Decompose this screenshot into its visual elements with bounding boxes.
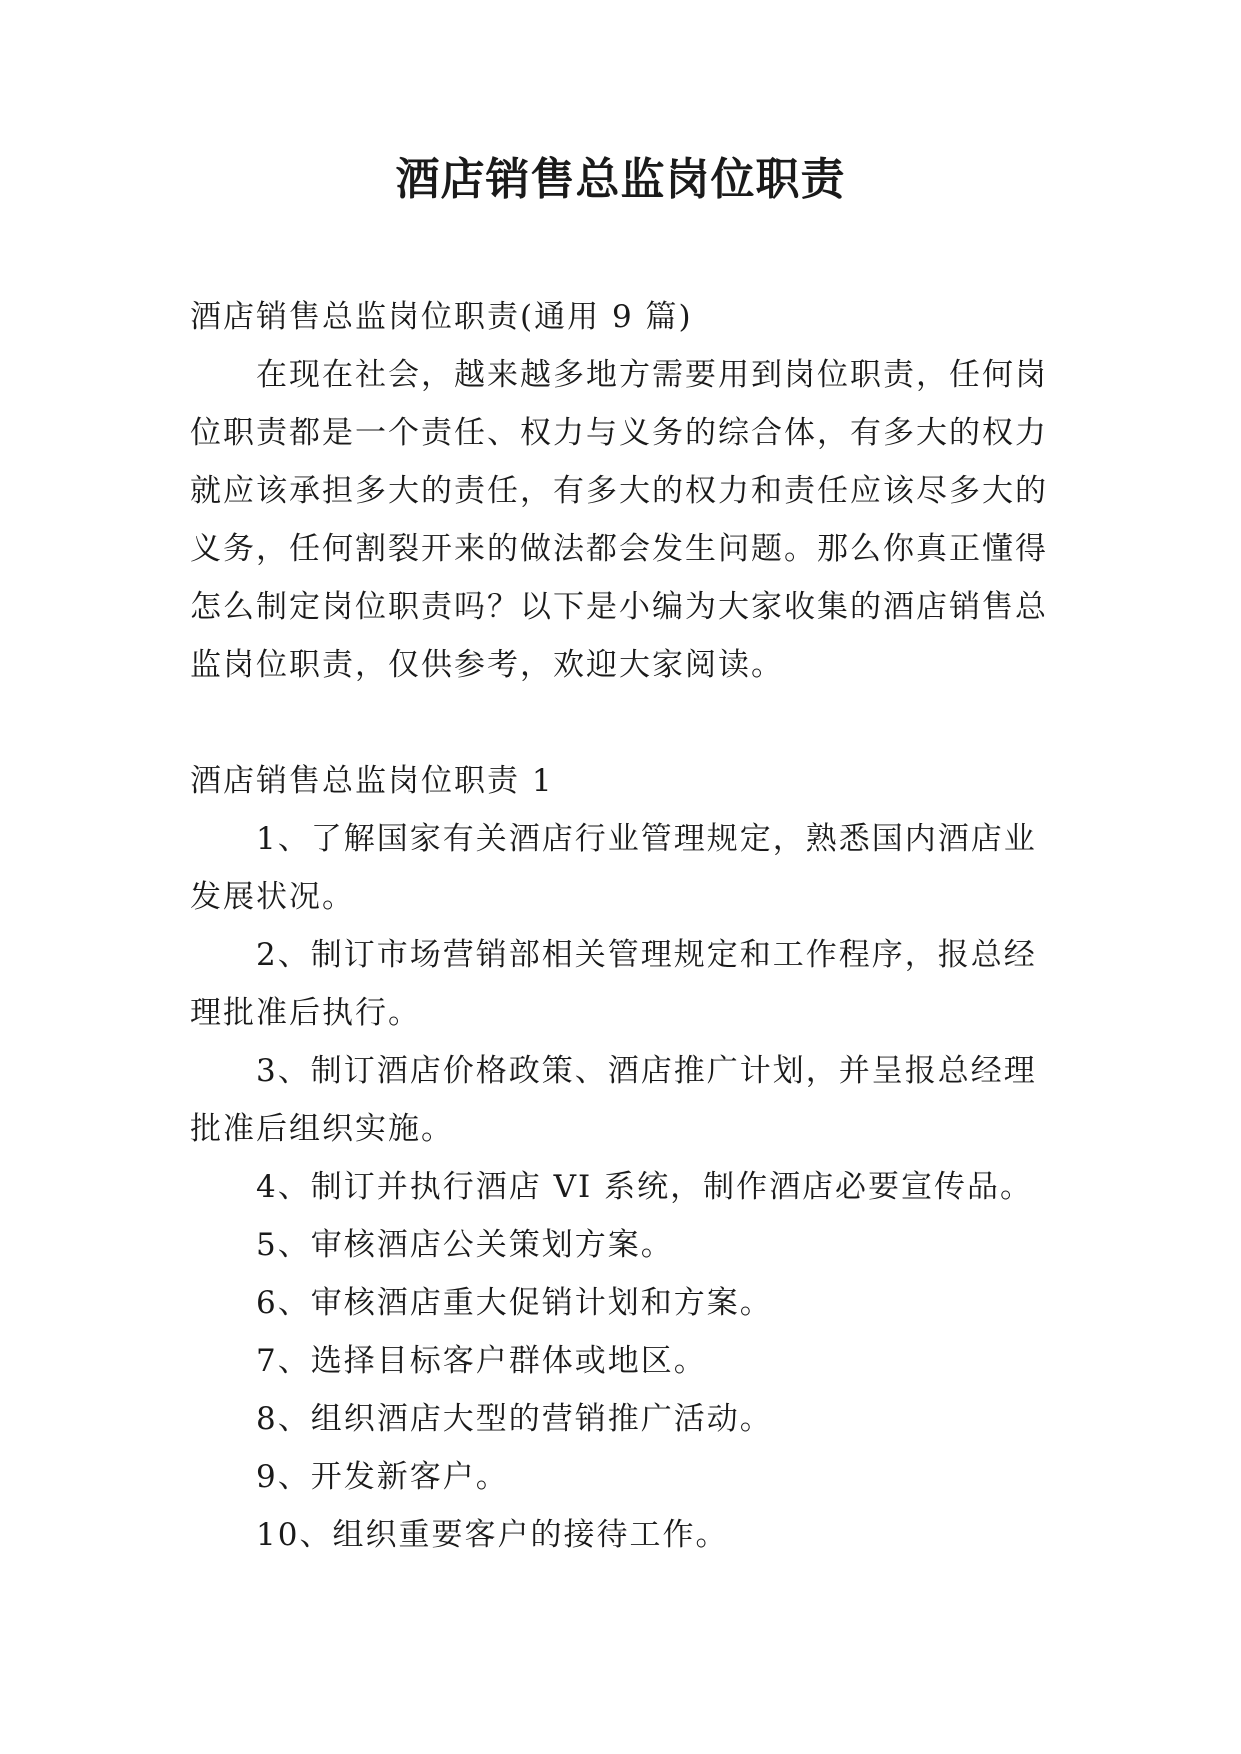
intro-paragraph: 在现在社会，越来越多地方需要用到岗位职责，任何岗位职责都是一个责任、权力与义务的综合体，有多大的权力就应该承担多大的责任，有多大的权力和责任应该尽多大的义务，任何割裂开来的做法都会发生问题。那么你真正懂得怎么制定岗位职责吗？以下是小编为大家收集的酒店销售总监岗位职责，仅供参考，欢迎大家阅读。 [190, 357, 1048, 683]
duty-item: 8、组织酒店大型的营销推广活动。 [256, 1401, 773, 1437]
duties-list [190, 810, 1052, 1564]
duty-item: 10、组织重要客户的接待工作。 [256, 1517, 729, 1553]
duty-item: 7、选择目标客户群体或地区。 [256, 1343, 707, 1379]
section-heading: 酒店销售总监岗位职责 1 [190, 763, 554, 799]
duty-item: 2、制订市场营销部相关管理规定和工作程序，报总经理批准后执行。 [190, 937, 1037, 1031]
document-title: 酒店销售总监岗位职责 [395, 154, 846, 205]
duty-item: 5、审核酒店公关策划方案。 [256, 1227, 674, 1263]
document-subtitle: 酒店销售总监岗位职责(通用 9 篇) [190, 299, 693, 335]
duty-item: 4、制订并执行酒店 VI 系统，制作酒店必要宣传品。 [256, 1169, 1034, 1205]
duty-item: 1、了解国家有关酒店行业管理规定，熟悉国内酒店业发展状况。 [190, 821, 1037, 915]
duty-item: 9、开发新客户。 [256, 1459, 509, 1495]
duty-item: 3、制订酒店价格政策、酒店推广计划，并呈报总经理批准后组织实施。 [190, 1053, 1037, 1147]
duty-item: 6、审核酒店重大促销计划和方案。 [256, 1285, 773, 1321]
